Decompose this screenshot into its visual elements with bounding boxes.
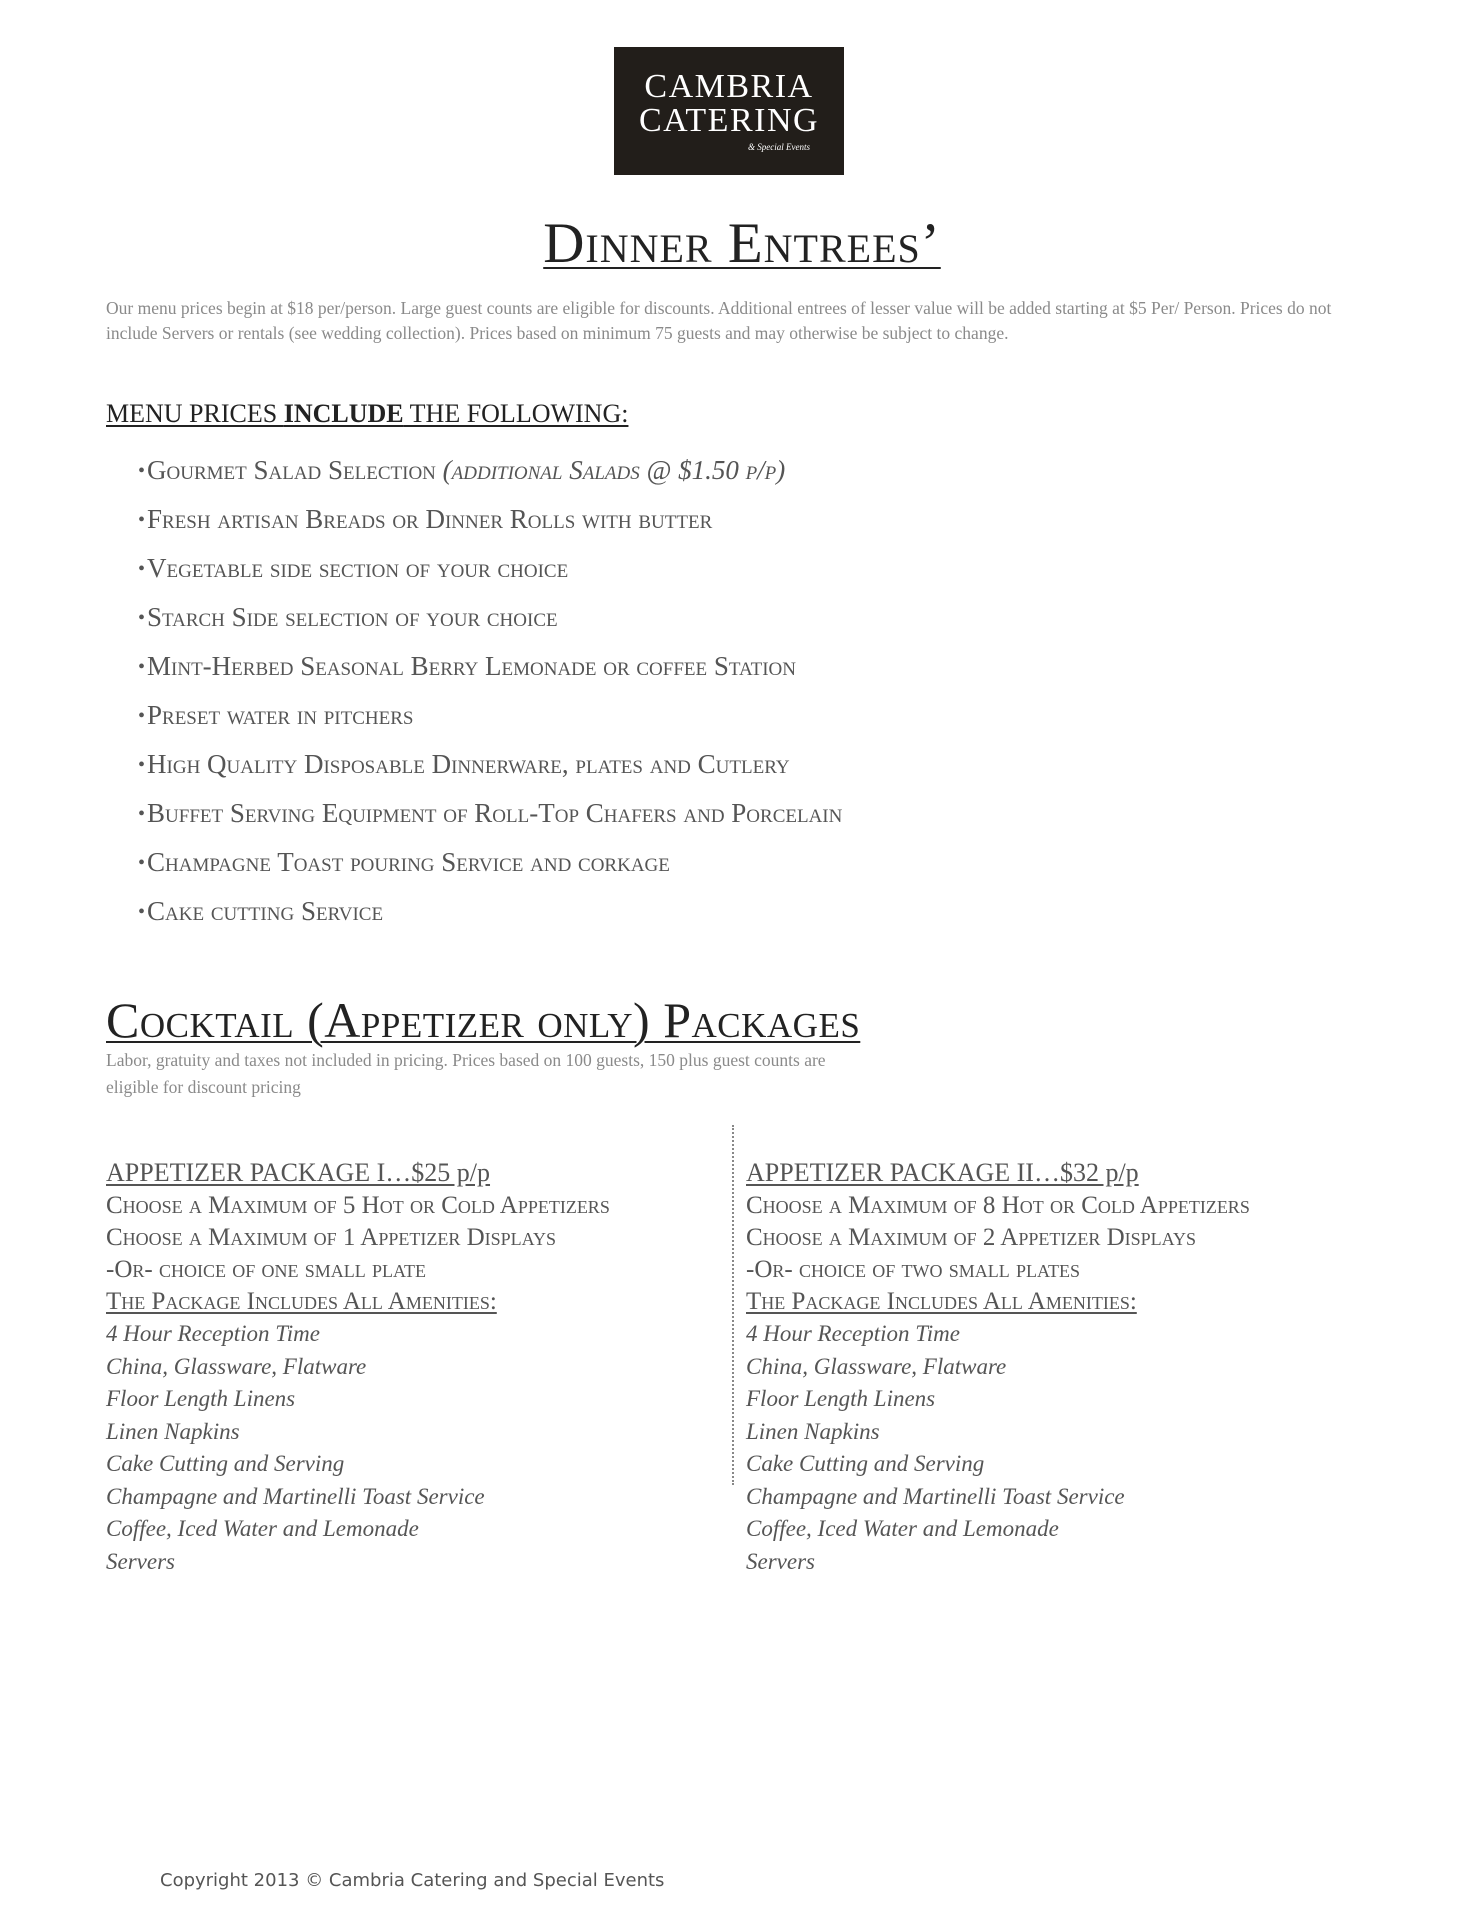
amenity-item: Servers bbox=[106, 1548, 175, 1574]
amenity-item: Linen Napkins bbox=[746, 1418, 880, 1444]
dinner-intro-text: Our menu prices begin at $18 per/person. Large guest counts are eligible for discounts. Additional entrees of lesser value will be added starting at $5 Per/ Person. Prices do not include Servers or rentals (see wedding collection). Prices based on minimum 75 guests and may otherwise be subject to change. bbox=[106, 298, 1332, 343]
list-item: •Starch Side selection of your choice bbox=[138, 602, 558, 632]
package-line: Choose a Maximum of 1 Appetizer Displays bbox=[106, 1224, 557, 1251]
list-item: •High Quality Disposable Dinnerware, plates and Cutlery bbox=[138, 749, 790, 779]
logo-line-1: CAMBRIA bbox=[644, 68, 814, 105]
amenity-item: Cake Cutting and Serving bbox=[106, 1451, 345, 1476]
list-item: •Gourmet Salad Selection (additional Salads @ $1.50 p/p) bbox=[138, 455, 786, 485]
amenity-item: Cake Cutting and Serving bbox=[746, 1451, 985, 1476]
amenities-heading: The Package Includes All Amenities: bbox=[746, 1288, 1137, 1315]
logo-tagline: & Special Events bbox=[748, 142, 810, 152]
amenity-item: 4 Hour Reception Time bbox=[746, 1321, 960, 1346]
includes-heading: MENU PRICES INCLUDE THE FOLLOWING: bbox=[106, 399, 629, 428]
logo-line-2: CATERING bbox=[638, 102, 820, 139]
list-item: •Buffet Serving Equipment of Roll-Top Chafers and Porcelain bbox=[138, 798, 843, 828]
cocktail-intro-text: Labor, gratuity and taxes not included in pricing. Prices based on 100 guests, 150 plus guest counts are eligible for discount pricing bbox=[106, 1050, 826, 1097]
amenity-item: Champagne and Martinelli Toast Service bbox=[106, 1483, 485, 1509]
list-item: •Mint-Herbed Seasonal Berry Lemonade or coffee Station bbox=[138, 651, 796, 681]
package-line: Choose a Maximum of 2 Appetizer Displays bbox=[746, 1224, 1197, 1251]
package-line: Choose a Maximum of 5 Hot or Cold Appetizers bbox=[106, 1192, 610, 1219]
company-logo bbox=[614, 47, 844, 175]
package-heading: APPETIZER PACKAGE I…$25 p/p bbox=[106, 1158, 491, 1187]
package-line: Choose a Maximum of 8 Hot or Cold Appetizers bbox=[746, 1192, 1250, 1219]
list-item: •Fresh artisan Breads or Dinner Rolls with butter bbox=[138, 504, 713, 534]
package-1 bbox=[106, 1156, 706, 1578]
amenity-item: Servers bbox=[746, 1548, 815, 1574]
package-line: -Or- choice of one small plate bbox=[106, 1256, 426, 1283]
amenities-heading: The Package Includes All Amenities: bbox=[106, 1288, 497, 1315]
amenity-item: 4 Hour Reception Time bbox=[106, 1321, 320, 1346]
package-heading: APPETIZER PACKAGE II…$32 p/p bbox=[746, 1158, 1139, 1187]
list-item: •Preset water in pitchers bbox=[138, 700, 414, 730]
list-item: •Champagne Toast pouring Service and corkage bbox=[138, 847, 670, 877]
amenity-item: China, Glassware, Flatware bbox=[106, 1353, 367, 1379]
amenity-item: Floor Length Linens bbox=[746, 1386, 936, 1411]
amenity-item: Coffee, Iced Water and Lemonade bbox=[106, 1516, 419, 1541]
includes-list bbox=[138, 446, 842, 936]
page-title: Dinner Entrees’ bbox=[543, 212, 941, 275]
list-item: •Vegetable side section of your choice bbox=[138, 553, 569, 583]
amenity-item: Champagne and Martinelli Toast Service bbox=[746, 1483, 1125, 1509]
column-divider bbox=[732, 1125, 734, 1485]
list-item: •Cake cutting Service bbox=[138, 896, 384, 926]
cocktail-section-title: Cocktail (Appetizer only) Packages bbox=[106, 992, 861, 1048]
copyright-footer: Copyright 2013 © Cambria Catering and Special Events bbox=[160, 1870, 665, 1891]
amenity-item: Floor Length Linens bbox=[106, 1386, 296, 1411]
package-2 bbox=[746, 1156, 1346, 1578]
amenity-item: Coffee, Iced Water and Lemonade bbox=[746, 1516, 1059, 1541]
package-line: -Or- choice of two small plates bbox=[746, 1256, 1080, 1283]
amenity-item: China, Glassware, Flatware bbox=[746, 1353, 1007, 1379]
amenity-item: Linen Napkins bbox=[106, 1418, 240, 1444]
